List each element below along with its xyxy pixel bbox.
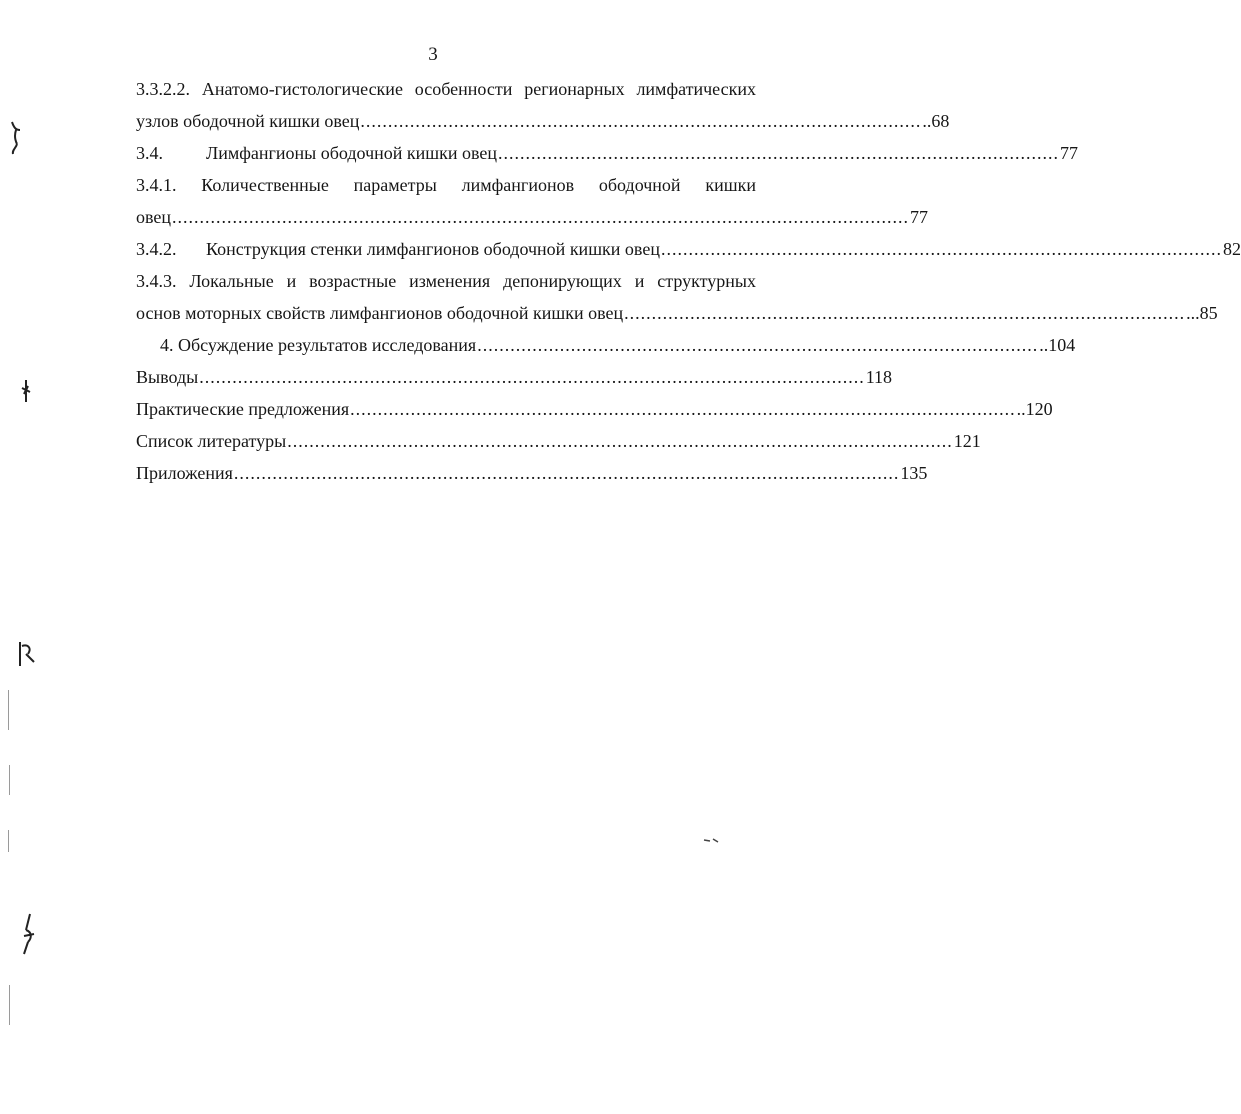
toc-label: овец <box>136 207 172 227</box>
toc-entry-3-4-2 <box>136 238 1241 260</box>
toc-page: 135 <box>900 463 928 483</box>
dot-leader: ...................................................................................................................................... <box>172 207 910 227</box>
toc-page: 118 <box>865 367 893 387</box>
toc-page: 82 <box>1222 239 1241 259</box>
word: структурных <box>657 271 756 291</box>
toc-entry-3-4-1-line1 <box>136 174 756 196</box>
toc-number: 3.4. <box>136 143 163 163</box>
toc-page: 77 <box>1060 143 1079 163</box>
toc-entry-3-3-2-2-line2 <box>136 110 950 132</box>
word: параметры <box>353 175 437 195</box>
dot-leader: ......................................................................................................................... <box>350 399 1016 419</box>
word: 3.3.2.2. <box>136 79 190 99</box>
dot-leader: ...................................................................................................... <box>660 239 1222 259</box>
dot-leader: ......................................................................................................................... <box>233 463 900 483</box>
scan-mark-2 <box>18 378 34 404</box>
toc-page: ..104 <box>1039 335 1076 355</box>
toc-number: 3.4.2. <box>136 239 177 259</box>
dot-leader: ...................................................................................................... <box>360 111 922 131</box>
word: изменения <box>409 271 491 291</box>
page-number: 3 <box>428 44 438 65</box>
scan-mark-1 <box>6 118 26 158</box>
dot-leader: ...................................................................................................... <box>624 303 1186 323</box>
toc-label: основ моторных свойств лимфангионов ободочной кишки овец <box>136 303 624 323</box>
toc-title: Конструкция стенки лимфангионов ободочной кишки овец <box>206 239 660 259</box>
word: кишки <box>705 175 756 195</box>
toc-entry-appendices <box>136 462 928 484</box>
toc-label <box>136 238 660 260</box>
toc-title: Лимфангионы ободочной кишки овец <box>206 143 498 163</box>
word: ободочной <box>598 175 681 195</box>
word: 3.4.3. <box>136 271 177 291</box>
dot-leader: ...................................................................................................... <box>477 335 1039 355</box>
toc-page: ..120 <box>1016 399 1053 419</box>
word: 3.4.1. <box>136 175 177 195</box>
toc-page: ..68 <box>922 111 950 131</box>
toc-entry-3-4-3-line2 <box>136 302 1218 324</box>
toc-label: 4. Обсуждение результатов исследования <box>160 335 477 355</box>
word: регионарных <box>524 79 625 99</box>
scan-edge-line-4 <box>9 985 10 1025</box>
toc-entry-4 <box>136 334 1076 356</box>
toc-entry-3-4-1-line2 <box>136 206 929 228</box>
toc-entry-3-4 <box>136 142 1079 164</box>
word: особенности <box>414 79 513 99</box>
toc-label: Выводы <box>136 367 199 387</box>
word: Количественные <box>201 175 329 195</box>
toc-label: Практические предложения <box>136 399 350 419</box>
toc-label: Список литературы <box>136 431 287 451</box>
toc-label: Приложения <box>136 463 233 483</box>
word: депонирующих <box>503 271 622 291</box>
toc-label: узлов ободочной кишки овец <box>136 111 360 131</box>
word: возрастные <box>309 271 397 291</box>
toc-entry-3-3-2-2-line1 <box>136 78 756 100</box>
scan-mark-5 <box>702 836 720 844</box>
toc-page: 121 <box>953 431 981 451</box>
scan-edge-line-3 <box>8 830 9 852</box>
scan-mark-3 <box>14 638 40 668</box>
toc-entry-conclusions <box>136 366 893 388</box>
word: лимфангионов <box>461 175 575 195</box>
scan-edge-line-1 <box>8 690 9 730</box>
toc-page: 77 <box>910 207 929 227</box>
word: и <box>286 271 297 291</box>
dot-leader: ......................................................................................................................... <box>287 431 953 451</box>
toc-page: ...85 <box>1186 303 1218 323</box>
word: Локальные <box>189 271 274 291</box>
dot-leader: ......................................................................................................................... <box>199 367 865 387</box>
toc-entry-bibliography <box>136 430 981 452</box>
scan-mark-4 <box>18 912 40 956</box>
toc-label <box>136 142 497 164</box>
toc-entry-practical-proposals <box>136 398 1053 420</box>
scan-edge-line-2 <box>9 765 10 795</box>
word: и <box>634 271 645 291</box>
word: Анатомо-гистологические <box>201 79 403 99</box>
toc-entry-3-4-3-line1 <box>136 270 756 292</box>
word: лимфатических <box>636 79 756 99</box>
dot-leader: ...................................................................................................... <box>498 143 1060 163</box>
